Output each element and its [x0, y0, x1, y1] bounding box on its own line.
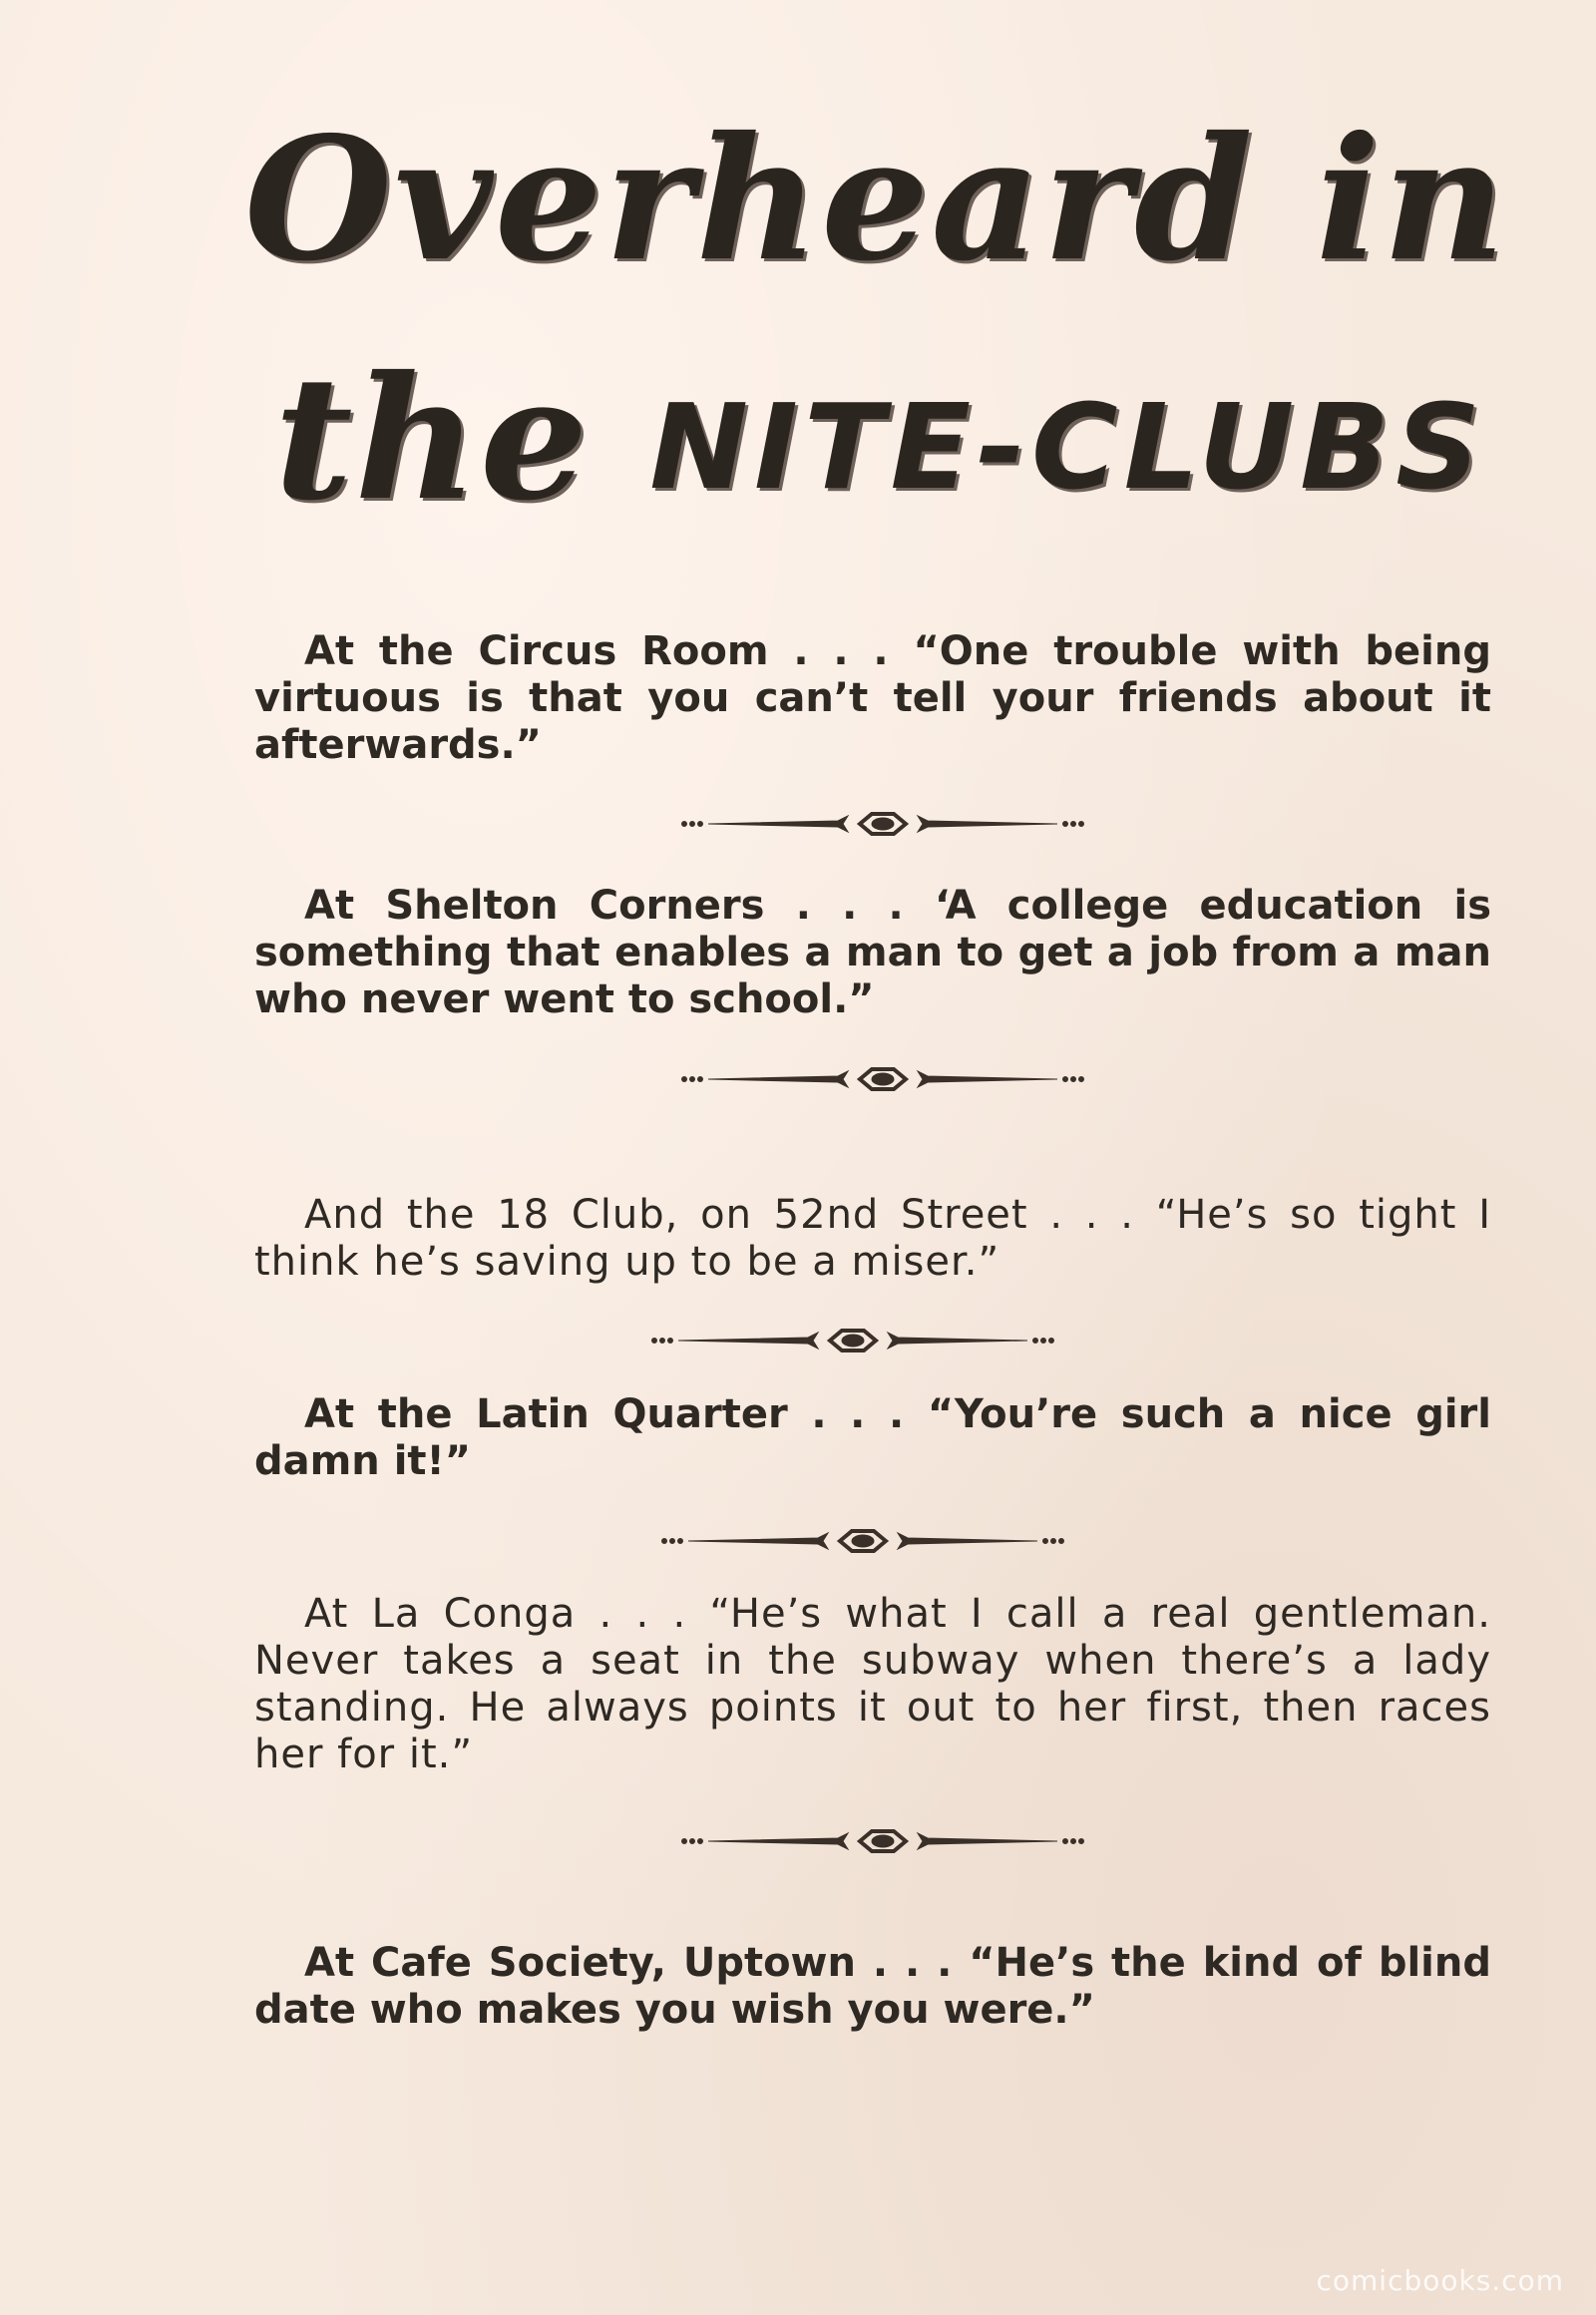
- ornament-divider: [648, 1323, 1057, 1358]
- quote-18-club: And the 18 Club, on 52nd Street . . . “He’s so tight I think he’s saving up to be a miser.”: [254, 1192, 1491, 1285]
- quote-cafe-society: At Cafe Society, Uptown . . . “He’s the kind of blind date who makes you wish you were.”: [254, 1940, 1491, 2033]
- title-nite-clubs: NITE-CLUBS: [649, 378, 1487, 516]
- quote-la-conga: At La Conga . . . “He’s what I call a real gentleman. Never takes a seat in the subway when there’s a lady standing. He always points it out to her first, then races her for it.”: [254, 1591, 1491, 1777]
- quote-circus-room: At the Circus Room . . . “One trouble with being virtuous is that you can’t tell your friends about it afterwards.”: [254, 628, 1491, 768]
- quote-shelton-corners: At Shelton Corners . . . ‘A college education is something that enables a man to get a job from a man who never went to school.”: [254, 883, 1491, 1022]
- ornament-divider: [678, 806, 1087, 842]
- title-line-1: Overheard in: [244, 100, 1508, 299]
- title-the: the: [274, 339, 591, 539]
- watermark: comicbooks.com: [1316, 2264, 1564, 2297]
- ornament-divider: [658, 1523, 1067, 1559]
- ornament-divider: [678, 1823, 1087, 1859]
- quote-latin-quarter: At the Latin Quarter . . . “You’re such a nice girl damn it!”: [254, 1391, 1491, 1484]
- ornament-divider: [678, 1061, 1087, 1097]
- title-line-2: [274, 339, 1486, 539]
